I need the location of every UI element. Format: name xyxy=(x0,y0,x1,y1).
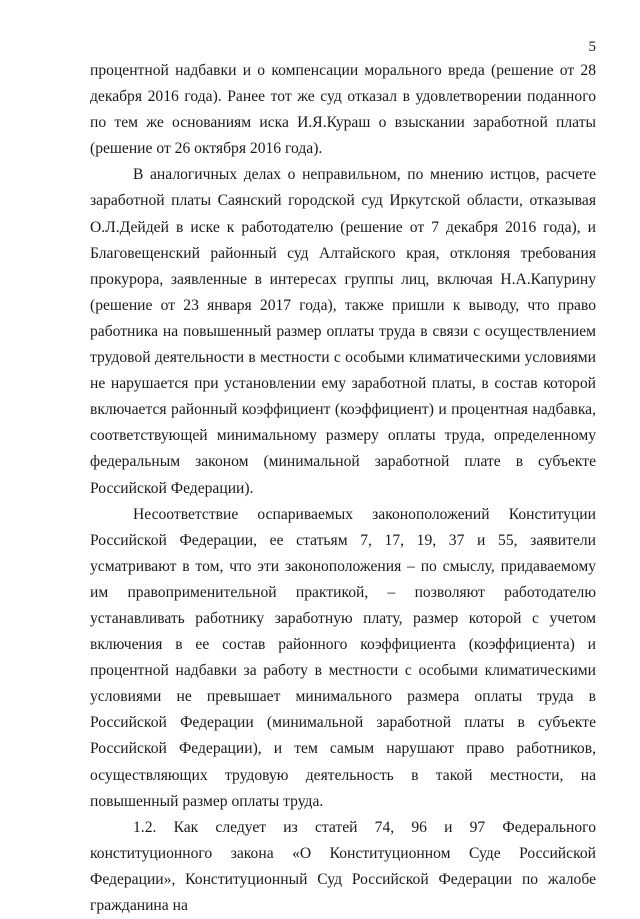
paragraph-1: процентной надбавки и о компенсации морального вреда (решение от 28 декабря 2016 года). Ранее тот же суд отказал в удовлетворении поданного по тем же основаниям иска И.Я.Кураш о взыскании заработной платы (решение от 26 октября 2016 года). xyxy=(90,62,596,158)
paragraph-2: В аналогичных делах о неправильном, по мнению истцов, расчете заработной платы Саянский городской суд Иркутской области, отказывая О.Л.Дейдей в иске к работодателю (решение от 7 декабря 2016 года), и Благовещенский районный суд Алтайского края, отклоняя требования прокурора, заявленные в интересах группы лиц, включая Н.А.Капурину (решение от 23 января 2017 года), также пришли к выводу, что право работника на повышенный размер оплаты труда в связи с осуществлением трудовой деятельности в местности с особыми климатическими условиями не нарушается при установлении ему заработной платы, в состав которой включается районный коэффициент (коэффициент) и процентная надбавка, соответствующей минимальному размеру оплаты труда, определенному федеральным законом (минимальной заработной плате в субъекте Российской Федерации). xyxy=(90,166,596,497)
paragraph-3: Несоответствие оспариваемых законоположений Конституции Российской Федерации, ее статьям 7, 17, 19, 37 и 55, заявители усматривают в том, что эти законоположения – по смыслу, придаваемому им правоприменительной практикой, – позволяют работодателю устанавливать работнику заработную плату, размер которой с учетом включения в ее состав районного коэффициента (коэффициента) и процентной надбавки за работу в местности с особыми климатическими условиями не превышает минимального размера оплаты труда в Российской Федерации (минимальной заработной платы в субъекте Российской Федерации), и тем самым нарушают право работников, осуществляющих трудовую деятельность в такой местности, на повышенный размер оплаты труда. xyxy=(90,505,596,810)
page-number: 5 xyxy=(588,39,596,55)
document-body xyxy=(90,58,596,919)
paragraph-4: 1.2. Как следует из статей 74, 96 и 97 Федерального конституционного закона «О Конституционном Суде Российской Федерации», Конституционный Суд Российской Федерации по жалобе гражданина на xyxy=(90,818,596,914)
